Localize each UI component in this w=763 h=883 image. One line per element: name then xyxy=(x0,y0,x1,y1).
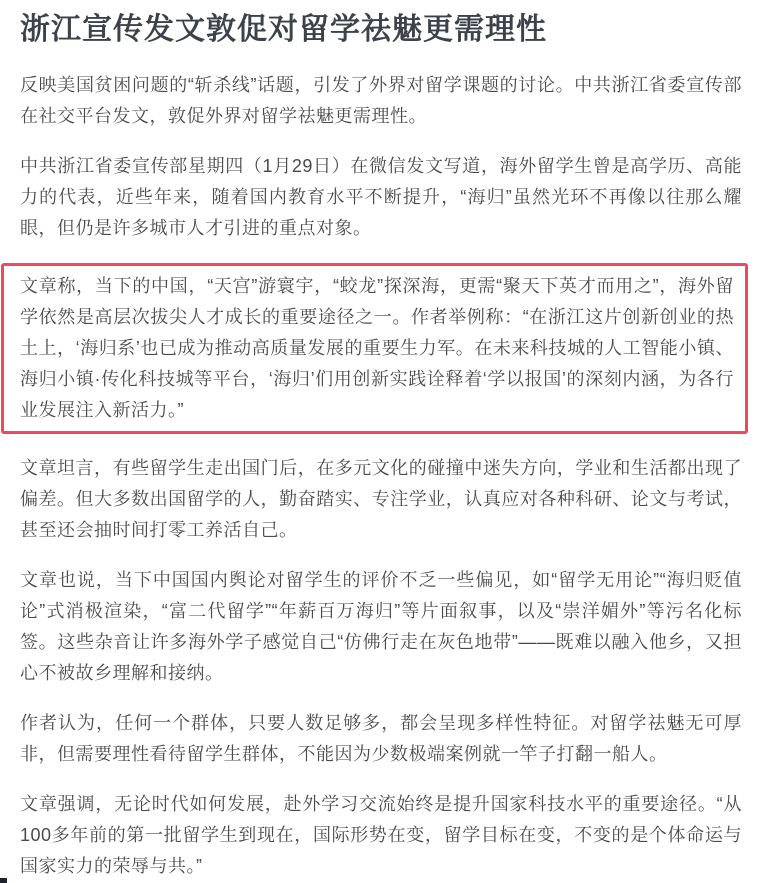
article-paragraph-7: 文章强调，无论时代如何发展，赴外学习交流始终是提升国家科技水平的重要途径。“从100多年前的第一批留学生到现在，国际形势在变，留学目标在变，不变的是个体命运与国家实力的荣辱与共。” xyxy=(20,794,742,876)
corner-artifact xyxy=(0,878,7,883)
article-paragraph-6: 作者认为，任何一个群体，只要人数足够多，都会呈现多样性特征。对留学祛魅无可厚非，但需要理性看待留学生群体，不能因为少数极端案例就一竿子打翻一船人。 xyxy=(20,713,742,764)
highlighted-passage-box xyxy=(1,263,748,434)
article-paragraph-5: 文章也说，当下中国国内舆论对留学生的评价不乏一些偏见，如“留学无用论”“海归贬值论”式消极渲染，“富二代留学”“年薪百万海归”等片面叙事，以及“崇洋媚外”等污名化标签。这些杂音让许多海外学子感觉自己“仿佛行走在灰色地带”——既难以融入他乡，又担心不被故乡理解和接纳。 xyxy=(20,570,743,683)
article-paragraph-4: 文章坦言，有些留学生走出国门后，在多元文化的碰撞中迷失方向，学业和生活都出现了偏差。但大多数出国留学的人，勤奋踏实、专注学业，认真应对各种科研、论文与考试，甚至还会抽时间打零工养活自己。 xyxy=(20,458,742,540)
article-paragraph-2: 中共浙江省委宣传部星期四（1月29日）在微信发文写道，海外留学生曾是高学历、高能力的代表，近些年来，随着国内教育水平不断提升，“海归”虽然光环不再像以往那么耀眼，但仍是许多城市人才引进的重点对象。 xyxy=(20,156,742,238)
article-paragraph-1: 反映美国贫困问题的“斩杀线”话题，引发了外界对留学课题的讨论。中共浙江省委宣传部在社交平台发文，敦促外界对留学祛魅更需理性。 xyxy=(20,75,742,126)
article-paragraph-3-highlighted: 文章称，当下的中国，“天宫”游寰宇，“蛟龙”探深海，更需“聚天下英才而用之”，海外留学依然是高层次拔尖人才成长的重要途径之一。作者举例称：“在浙江这片创新创业的热土上，‘海归系’也已成为推动高质量发展的重要生力军。在未来科技城的人工智能小镇、海归小镇·传化科技城等平台，‘海归’们用创新实践诠释着‘学以报国’的深刻内涵，为各行业发展注入新活力。” xyxy=(20,276,734,420)
article-title: 浙江宣传发文敦促对留学祛魅更需理性 xyxy=(20,13,547,46)
